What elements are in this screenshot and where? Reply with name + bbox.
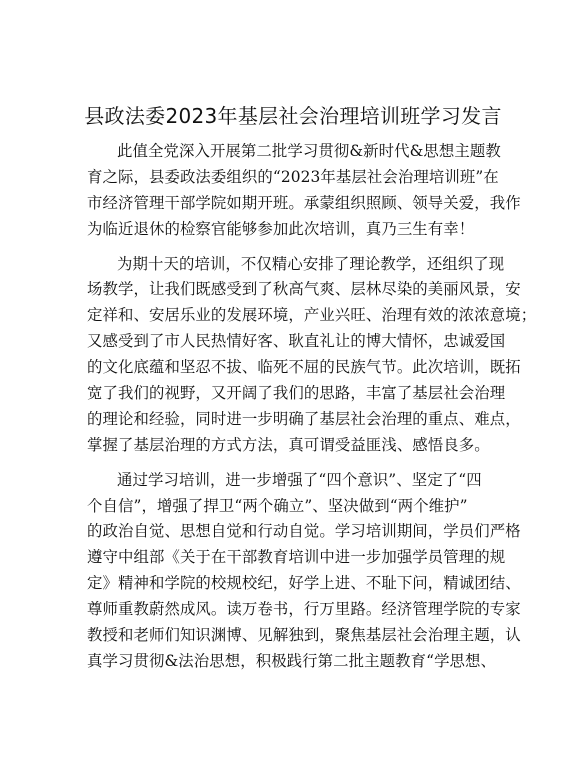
text-line: 市经济管理干部学院如期开班。承蒙组织照顾、领导关爱，我作 bbox=[87, 193, 521, 212]
text-line: 的文化底蕴和坚忍不拔、临死不屈的民族气节。此次培训，既拓 bbox=[87, 358, 521, 377]
paragraph-3 bbox=[87, 468, 521, 675]
text-line: 为期十天的培训，不仅精心安排了理论教学，还组织了现 bbox=[117, 254, 505, 273]
text-line: 教授和老师们知识渊博、见解独到，聚焦基层社会治理主题，认 bbox=[87, 626, 521, 645]
text-line: 的政治自觉、思想自觉和行动自觉。学习培训期间，学员们严格 bbox=[87, 522, 521, 541]
paragraph-2 bbox=[87, 252, 537, 459]
text-line: 通过学习培训，进一步增强了“四个意识”、坚定了“四 bbox=[117, 470, 482, 489]
text-line: 真学习贯彻&法治思想，积极践行第二批主题教育“学思想、 bbox=[87, 651, 497, 670]
text-line: 的理论和经验，同时进一步明确了基层社会治理的重点、难点， bbox=[87, 409, 521, 428]
text-line: 宽了我们的视野，又开阔了我们的思路，丰富了基层社会治理 bbox=[87, 384, 506, 403]
paragraph-1 bbox=[87, 139, 521, 243]
text-line: 又感受到了市人民热情好客、耿直礼让的博大情怀，忠诚爱国 bbox=[87, 332, 506, 351]
text-line: 尊师重教蔚然成风。读万卷书，行万里路。经济管理学院的专家 bbox=[87, 600, 521, 619]
text-line: 此值全党深入开展第二批学习贯彻&新时代&思想主题教 bbox=[117, 142, 501, 160]
document-body bbox=[87, 139, 537, 675]
text-line: 场教学，让我们既感受到了秋高气爽、层林尽染的美丽风景，安 bbox=[87, 280, 521, 299]
text-line: 为临近退休的检察官能够参加此次培训，真乃三生有幸！ bbox=[87, 219, 475, 238]
text-line: 定》精神和学院的校规校纪，好学上进、不耻下问，精诚团结、 bbox=[87, 574, 521, 593]
document-title: 县政法委2023年基层社会治理培训班学习发言 bbox=[84, 104, 502, 128]
text-line: 育之际，县委政法委组织的“2023年基层社会治理培训班”在 bbox=[87, 167, 499, 186]
text-line: 定祥和、安居乐业的发展环境，产业兴旺、治理有效的浓浓意境； bbox=[87, 306, 537, 325]
text-line: 个自信”，增强了捍卫“两个确立”、坚决做到“两个维护” bbox=[87, 496, 468, 515]
text-line: 掌握了基层治理的方式方法，真可谓受益匪浅、感悟良多。 bbox=[87, 435, 490, 454]
text-line: 遵守中组部《关于在干部教育培训中进一步加强学员管理的规 bbox=[87, 548, 506, 567]
